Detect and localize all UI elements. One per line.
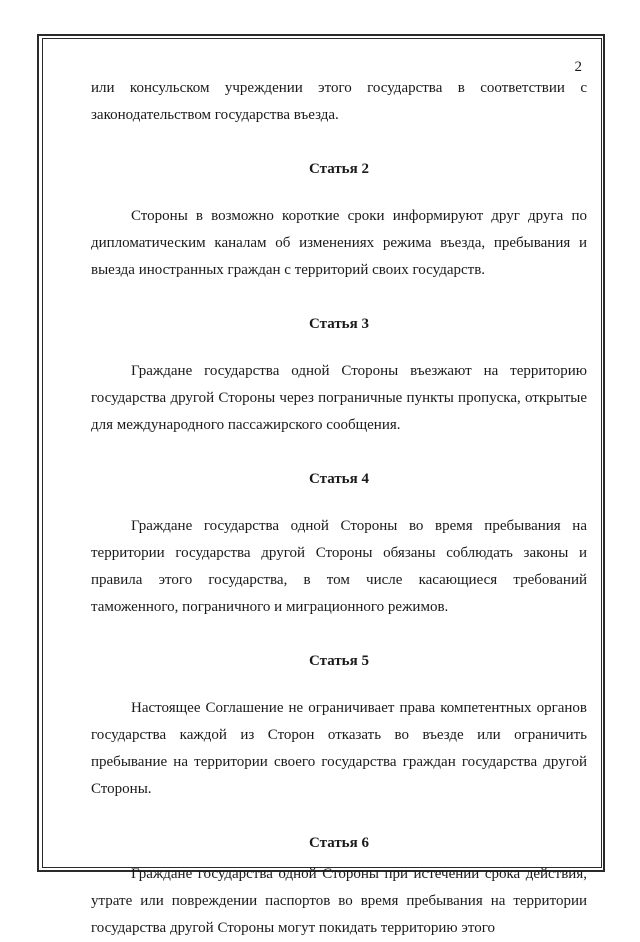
article-3-heading: Статья 3 — [309, 316, 369, 332]
article-4-heading: Статья 4 — [309, 471, 369, 487]
page-number: 2 — [574, 59, 582, 75]
article-4-text: Граждане государства одной Стороны во время пребывания на территории государства другой Стороны обязаны соблюдать законы и правила этого государства, в том числе касающиеся требований таможенного, пограничного и миграционного режимов. — [91, 518, 587, 615]
article-5-text: Настоящее Соглашение не ограничивает права компетентных органов государства каждой из Сторон отказать во въезде или ограничить пребывание на территории своего государства граждан государства другой Стороны. — [91, 700, 587, 797]
document-body — [91, 75, 587, 942]
article-2-text: Стороны в возможно короткие сроки информируют друг друга по дипломатическим каналам об изменениях режима въезда, пребывания и выезда иностранных граждан с территорий своих государств. — [91, 208, 587, 278]
article-3-text: Граждане государства одной Стороны въезжают на территорию государства другой Стороны через пограничные пункты пропуска, открытые для международного пассажирского сообщения. — [91, 363, 587, 433]
article-6-text: Граждане государства одной Стороны при истечении срока действия, утрате или повреждении паспортов во время пребывания на территории государства другой Стороны могут покидать территорию этого — [91, 866, 587, 936]
article-6-heading: Статья 6 — [309, 835, 369, 851]
intro-paragraph: или консульском учреждении этого государства в соответствии с законодательством государства въезда. — [91, 80, 587, 123]
article-5-heading: Статья 5 — [309, 653, 369, 669]
article-2-heading: Статья 2 — [309, 161, 369, 177]
